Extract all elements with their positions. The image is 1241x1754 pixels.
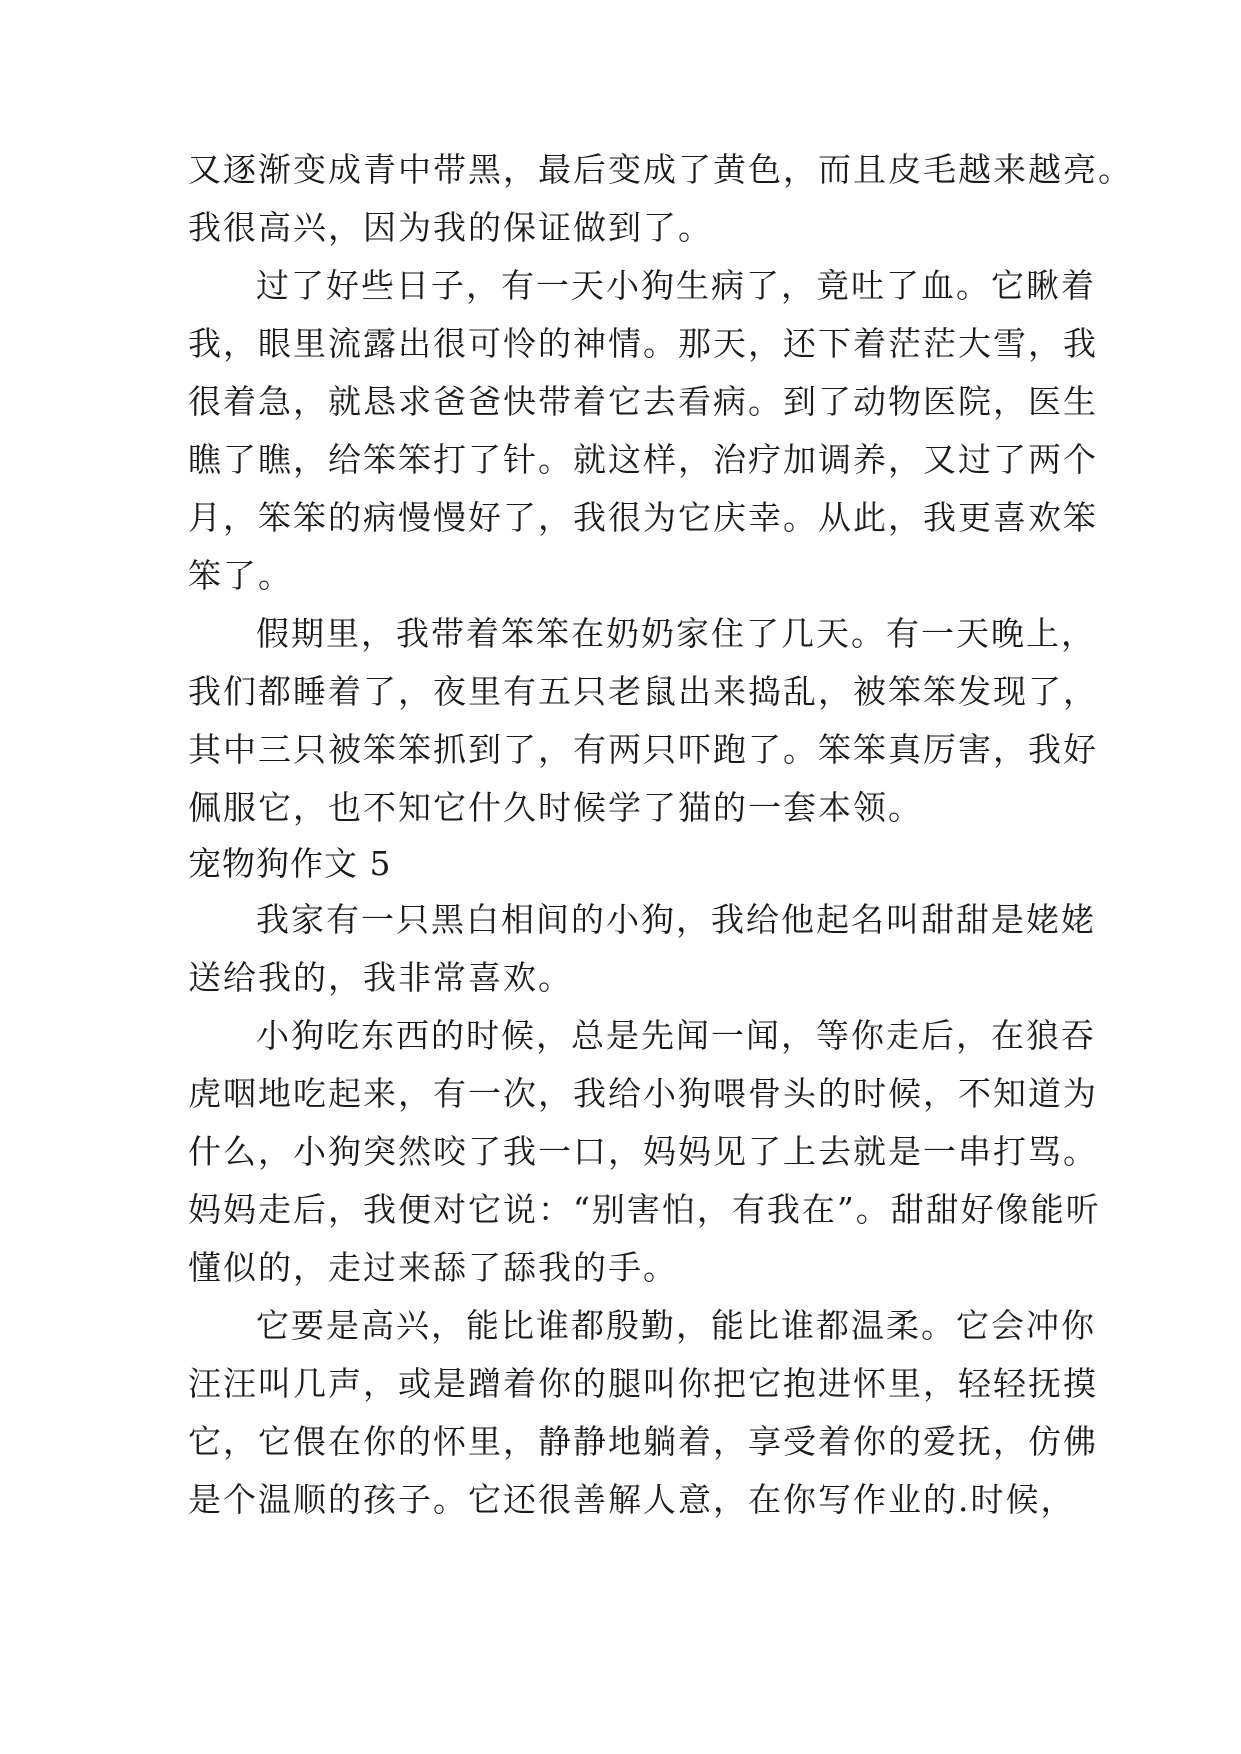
paragraph-first-line: 我家有一只黑白相间的小狗，我给他起名叫甜甜是姥姥	[256, 900, 1096, 939]
text-line: 我，眼里流露出很可怜的神情。那天，还下着茫茫大雪，我	[188, 324, 1098, 363]
text-line: 是个温顺的孩子。它还很善解人意，在你写作业的.时候，	[188, 1480, 1076, 1519]
paragraph-first-line: 假期里，我带着笨笨在奶奶家住了几天。有一天晚上，	[256, 614, 1096, 653]
text-line: 虎咽地吃起来，有一次，我给小狗喂骨头的时候，不知道为	[188, 1074, 1098, 1113]
text-line: 又逐渐变成青中带黑，最后变成了黄色，而且皮毛越来越亮。	[188, 150, 1133, 189]
paragraph-first-line: 它要是高兴，能比谁都殷勤，能比谁都温柔。它会冲你	[256, 1306, 1096, 1345]
text-line: 妈妈走后，我便对它说：“别害怕，有我在”。甜甜好像能听	[188, 1190, 1101, 1229]
text-line: 我们都睡着了，夜里有五只老鼠出来捣乱，被笨笨发现了，	[188, 672, 1098, 711]
text-line: 送给我的，我非常喜欢。	[188, 958, 573, 997]
text-line: 其中三只被笨笨抓到了，有两只吓跑了。笨笨真厉害，我好	[188, 730, 1098, 769]
text-line: 汪汪叫几声，或是蹭着你的腿叫你把它抱进怀里，轻轻抚摸	[188, 1364, 1098, 1403]
text-line: 月，笨笨的病慢慢好了，我很为它庆幸。从此，我更喜欢笨	[188, 498, 1098, 537]
paragraph-first-line: 小狗吃东西的时候，总是先闻一闻，等你走后，在狼吞	[256, 1016, 1096, 1055]
text-line: 什么，小狗突然咬了我一口，妈妈见了上去就是一串打骂。	[188, 1132, 1098, 1171]
text-line: 佩服它，也不知它什久时候学了猫的一套本领。	[188, 788, 923, 827]
text-line: 我很高兴，因为我的保证做到了。	[188, 208, 713, 247]
text-line: 笨了。	[188, 556, 293, 595]
paragraph-first-line: 过了好些日子，有一天小狗生病了，竟吐了血。它瞅着	[256, 266, 1096, 305]
text-line: 很着急，就恳求爸爸快带着它去看病。到了动物医院，医生	[188, 382, 1098, 421]
text-line: 懂似的，走过来舔了舔我的手。	[188, 1248, 678, 1287]
text-line: 瞧了瞧，给笨笨打了针。就这样，治疗加调养，又过了两个	[188, 440, 1098, 479]
text-line: 它，它偎在你的怀里，静静地躺着，享受着你的爱抚，仿佛	[188, 1422, 1098, 1461]
section-heading: 宠物狗作文 5	[188, 844, 392, 883]
